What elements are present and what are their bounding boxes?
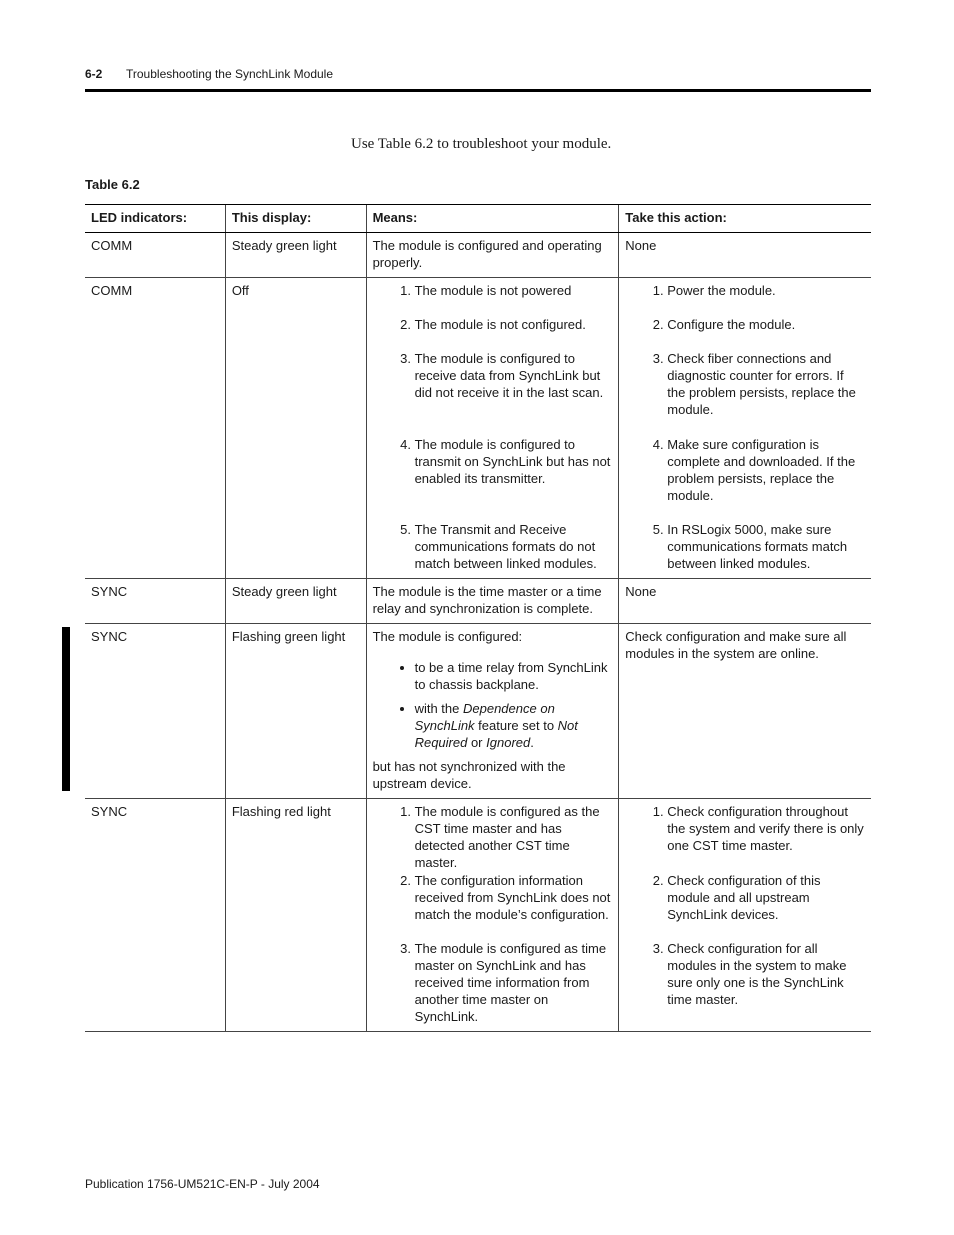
- bullet-text: or: [467, 735, 487, 750]
- list-item: 3. Check configuration for all modules in the system to make sure only one is the SynchLink time master.: [667, 940, 865, 1008]
- means-list: [373, 803, 613, 1025]
- list-item: 3. The module is configured as time master on SynchLink and has received time information from another time master on SynchLink.: [415, 940, 613, 1025]
- column-header: Means:: [366, 205, 619, 233]
- display-cell: Flashing green light: [225, 624, 366, 799]
- list-item: 2. The module is not configured.: [415, 316, 613, 350]
- table-row: [85, 278, 871, 579]
- display-cell: Flashing red light: [225, 799, 366, 1032]
- list-item: 2. The configuration information received from SynchLink does not match the module’s configuration.: [415, 872, 613, 940]
- troubleshooting-table: [85, 204, 871, 1032]
- table-header-row: [85, 205, 871, 233]
- means-cell: [366, 278, 619, 579]
- means-cell: The module is the time master or a time relay and synchronization is complete.: [366, 579, 619, 624]
- means-cell: [366, 624, 619, 799]
- list-item: 4. Make sure configuration is complete and downloaded. If the problem persists, replace the module.: [667, 436, 865, 521]
- led-cell: SYNC: [85, 799, 225, 1032]
- page-header: [85, 67, 334, 81]
- list-item: 3. The module is configured to receive data from SynchLink but did not receive it in the last scan.: [415, 350, 613, 436]
- bullet-text: with the: [414, 701, 463, 716]
- setting-value: Ignored: [486, 735, 531, 750]
- list-item: [415, 700, 613, 751]
- intro-text: Use Table 6.2 to troubleshoot your module.: [351, 136, 612, 152]
- table-row: [85, 799, 871, 1032]
- column-header: Take this action:: [619, 205, 871, 233]
- means-cell: The module is configured and operating properly.: [366, 233, 619, 278]
- table-row: [85, 233, 871, 278]
- action-cell: None: [619, 233, 871, 278]
- list-item: 5. The Transmit and Receive communications formats do not match between linked modules.: [415, 521, 613, 572]
- list-item: 1. Power the module.: [667, 282, 865, 316]
- led-cell: COMM: [85, 233, 225, 278]
- means-outro: but has not synchronized with the upstream device.: [372, 759, 566, 791]
- chapter-title: Troubleshooting the SynchLink Module: [126, 67, 334, 81]
- means-list: [373, 282, 613, 572]
- list-item: 3. Check fiber connections and diagnostic counter for errors. If the problem persists, replace the module.: [667, 350, 865, 436]
- display-cell: Steady green light: [225, 233, 366, 278]
- list-item: 1. Check configuration throughout the system and verify there is only one CST time master.: [667, 803, 865, 872]
- table-row: [85, 624, 871, 799]
- setting-value: Not Required: [414, 718, 578, 750]
- display-cell: Off: [225, 278, 366, 579]
- action-list: [625, 803, 865, 1008]
- action-cell: [619, 799, 871, 1032]
- list-item: 5. In RSLogix 5000, make sure communications formats match between linked modules.: [667, 521, 865, 572]
- action-list: [625, 282, 865, 572]
- change-bar: [62, 627, 70, 791]
- header-rule: [85, 89, 871, 92]
- page-number: 6-2: [85, 67, 103, 81]
- led-cell: SYNC: [85, 624, 225, 799]
- bullet-text: .: [530, 735, 534, 750]
- column-header: LED indicators:: [85, 205, 225, 233]
- action-cell: None: [619, 579, 871, 624]
- action-cell: [619, 278, 871, 579]
- means-intro: The module is configured:: [372, 629, 523, 644]
- led-cell: COMM: [85, 278, 225, 579]
- means-cell: [366, 799, 619, 1032]
- list-item: 4. The module is configured to transmit on SynchLink but has not enabled its transmitter.: [415, 436, 613, 521]
- setting-name: Dependence on SynchLink: [414, 701, 555, 733]
- display-cell: Steady green light: [225, 579, 366, 624]
- action-cell: Check configuration and make sure all modules in the system are online.: [619, 624, 871, 799]
- bullet-text: feature set to: [474, 718, 558, 733]
- table-row: [85, 579, 871, 624]
- means-bullets: [373, 659, 613, 751]
- list-item: 1. The module is not powered: [415, 282, 613, 316]
- list-item: 1. The module is configured as the CST time master and has detected another CST time master.: [415, 803, 613, 872]
- publication-footer: Publication 1756-UM521C-EN-P - July 2004: [85, 1177, 320, 1191]
- list-item: 2. Check configuration of this module and all upstream SynchLink devices.: [667, 872, 865, 940]
- table-label: Table 6.2: [85, 177, 140, 192]
- list-item: • to be a time relay from SynchLink to chassis backplane.: [415, 659, 613, 693]
- list-item: 2. Configure the module.: [667, 316, 865, 350]
- column-header: This display:: [225, 205, 366, 233]
- led-cell: SYNC: [85, 579, 225, 624]
